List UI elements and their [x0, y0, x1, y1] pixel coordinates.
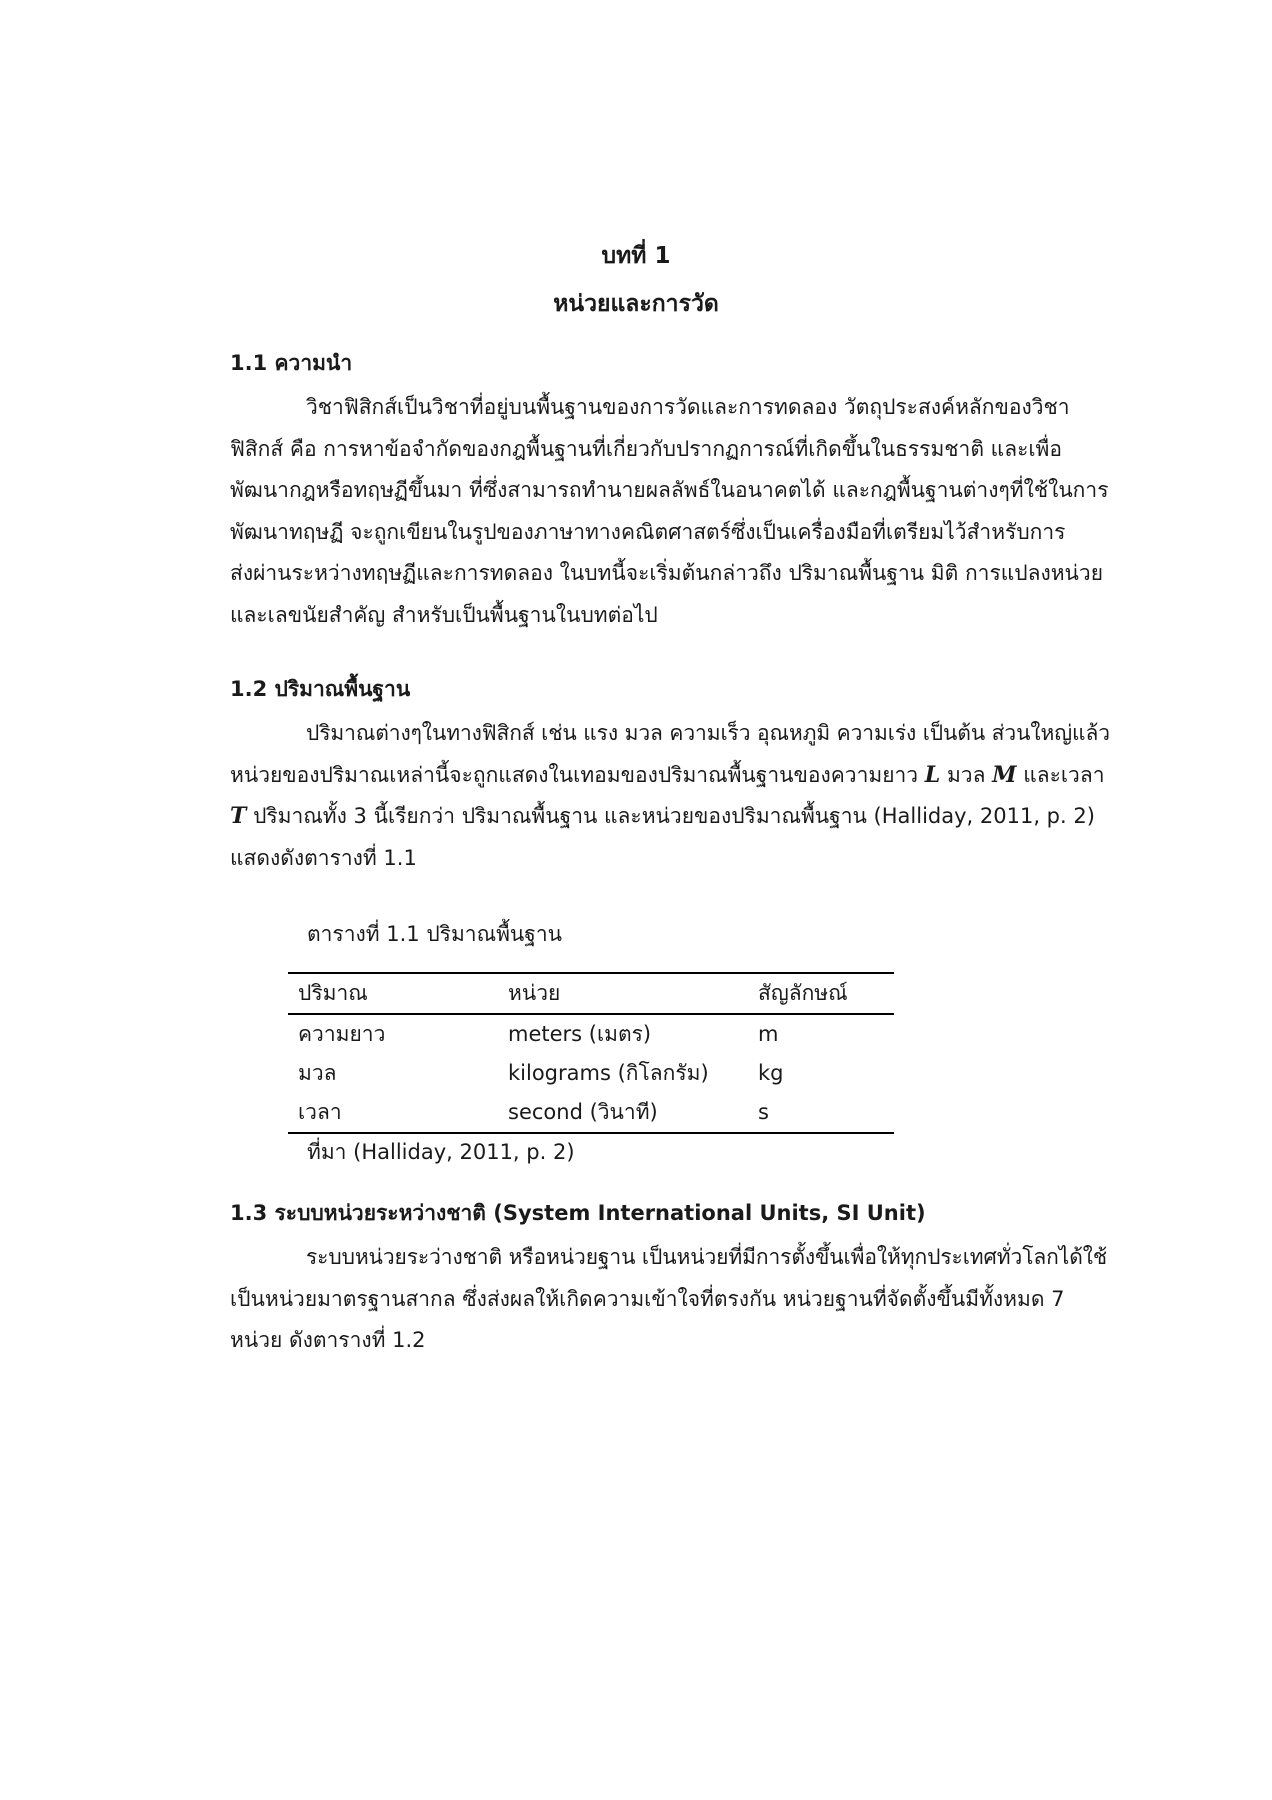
table-header-row	[288, 973, 894, 1014]
table-row	[288, 1054, 894, 1093]
paragraph-fundamental-quantities	[230, 713, 1110, 879]
paragraph-text: ปริมาณทั้ง 3 นี้เรียกว่า ปริมาณพื้นฐาน และหน่วยของปริมาณพื้นฐาน (Halliday, 2011, p. 2)	[253, 804, 1095, 828]
table-cell: kg	[758, 1061, 784, 1085]
table-cell: ความยาว	[298, 1022, 386, 1046]
paragraph-line: พัฒนากฎหรือทฤษฏีขึ้นมา ที่ซึ่งสามารถทำนายผลลัพธ์ในอนาคตได้ และกฎพื้นฐานต่างๆที่ใช้ในการ	[230, 478, 1109, 502]
column-header-symbol: สัญลักษณ์	[758, 981, 848, 1005]
paragraph-line: ส่งผ่านระหว่างทฤษฏีและการทดลอง ในบทนี้จะเริ่มต้นกล่าวถึง ปริมาณพื้นฐาน มิติ การแปลงหน่วย	[230, 561, 1104, 585]
table-cell: m	[758, 1022, 779, 1046]
section-heading-1-1: 1.1 ความนำ	[230, 351, 353, 375]
table-row	[288, 1014, 894, 1054]
paragraph-line: แสดงดังตารางที่ 1.1	[230, 845, 417, 870]
table-cell: มวล	[298, 1061, 337, 1085]
table-cell: second (วินาที)	[508, 1100, 658, 1124]
paragraph-text: มวล	[946, 762, 986, 787]
paragraph-introduction	[230, 387, 1110, 636]
paragraph-si-units	[230, 1237, 1110, 1362]
section-heading-1-3: 1.3 ระบบหน่วยระหว่างชาติ (System International Units, SI Unit)	[230, 1201, 926, 1225]
paragraph-line: ปริมาณต่างๆในทางฟิสิกส์ เช่น แรง มวล ความเร็ว อุณหภูมิ ความเร่ง เป็นต้น ส่วนใหญ่แล้ว	[306, 721, 1110, 745]
paragraph-line	[230, 755, 1110, 797]
length-symbol: L	[924, 761, 941, 788]
paragraph-line: วิชาฟิสิกส์เป็นวิชาที่อยู่บนพื้นฐานของการวัดและการทดลอง วัตถุประสงค์หลักของวิชา	[306, 395, 1070, 419]
chapter-number: บทที่ 1	[601, 243, 671, 269]
table-cell: เวลา	[298, 1100, 342, 1124]
paragraph-text: หน่วยของปริมาณเหล่านี้จะถูกแสดงในเทอมของปริมาณพื้นฐานของความยาว	[230, 762, 919, 787]
table-source: ที่มา (Halliday, 2011, p. 2)	[307, 1140, 575, 1164]
table-cell: meters (เมตร)	[508, 1022, 652, 1046]
column-header-quantity: ปริมาณ	[298, 981, 368, 1005]
column-header-unit: หน่วย	[508, 981, 561, 1005]
fundamental-quantities-table	[288, 972, 894, 1134]
paragraph-line: เป็นหน่วยมาตรฐานสากล ซึ่งส่งผลให้เกิดความเข้าใจที่ตรงกัน หน่วยฐานที่จัดตั้งขึ้นมีทั้งหมด 7	[230, 1286, 1065, 1311]
table-cell: s	[758, 1100, 769, 1124]
paragraph-text: และเวลา	[1023, 762, 1105, 787]
paragraph-line: ระบบหน่วยระว่างชาติ หรือหน่วยฐาน เป็นหน่วยที่มีการตั้งขึ้นเพื่อให้ทุกประเทศทั่วโลกได้ใช้	[306, 1245, 1108, 1269]
section-heading-1-2: 1.2 ปริมาณพื้นฐาน	[230, 677, 411, 701]
paragraph-line: และเลขนัยสำคัญ สำหรับเป็นพื้นฐานในบทต่อไป	[230, 602, 658, 627]
chapter-title: หน่วยและการวัด	[553, 291, 719, 317]
table-cell: kilograms (กิโลกรัม)	[508, 1061, 709, 1085]
table-row	[288, 1093, 894, 1133]
mass-symbol: M	[992, 761, 1017, 788]
time-symbol: T	[230, 803, 247, 829]
paragraph-line: หน่วย ดังตารางที่ 1.2	[230, 1328, 426, 1352]
paragraph-line	[230, 796, 1110, 838]
table-caption: ตารางที่ 1.1 ปริมาณพื้นฐาน	[307, 922, 563, 946]
paragraph-line: ฟิสิกส์ คือ การหาข้อจำกัดของกฎพื้นฐานที่เกี่ยวกับปรากฏการณ์ที่เกิดขึ้นในธรรมชาติ และเพื่อ	[230, 436, 1062, 461]
paragraph-line: พัฒนาทฤษฏี จะถูกเขียนในรูปของภาษาทางคณิตศาสตร์ซึ่งเป็นเครื่องมือที่เตรียมไว้สำหรับการ	[230, 519, 1066, 544]
